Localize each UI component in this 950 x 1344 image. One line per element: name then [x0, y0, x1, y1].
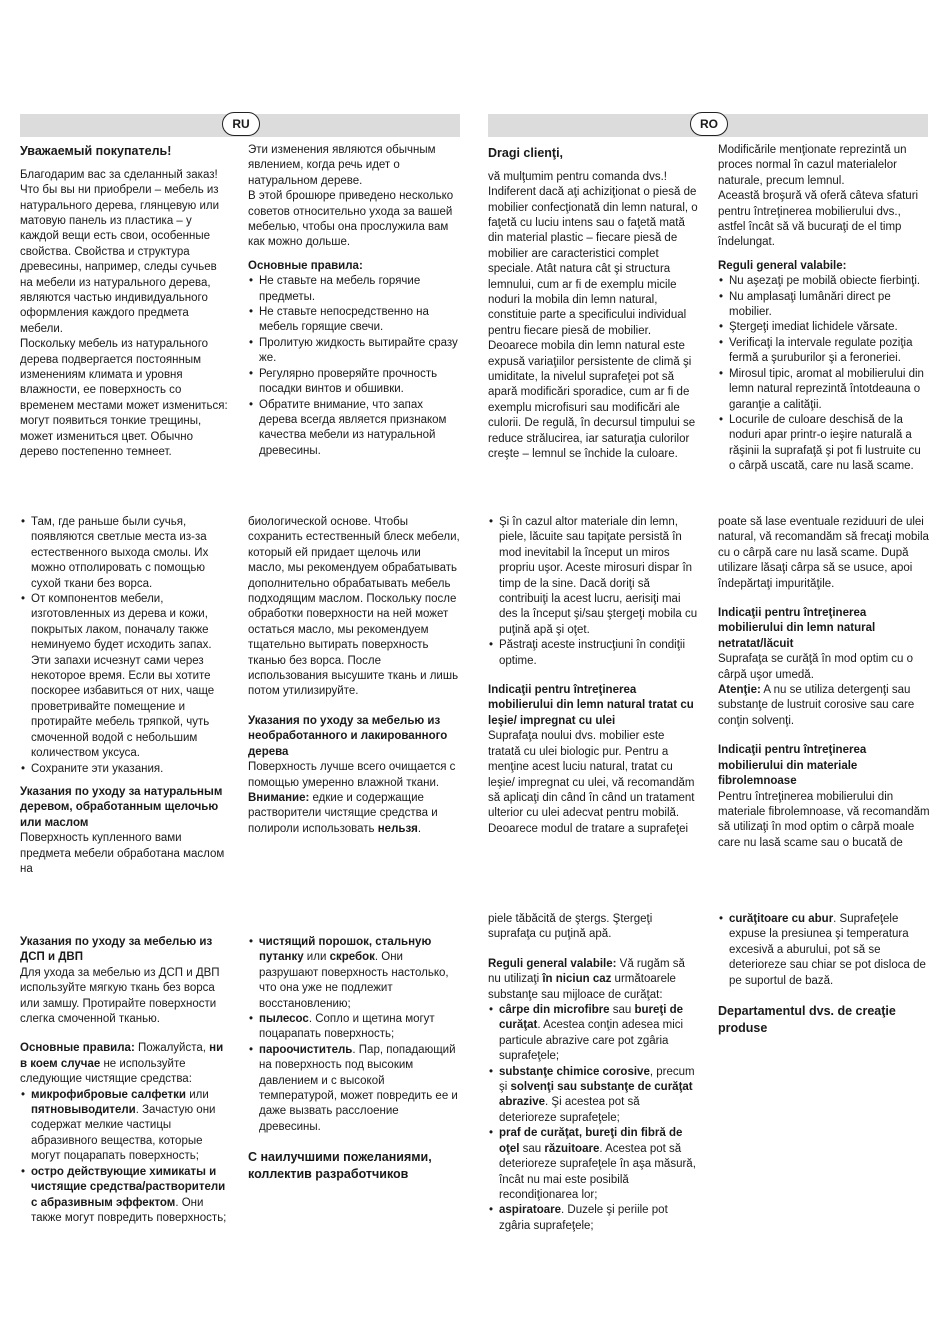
list-item: • aspiratoare. Duzele şi periile pot zgâria suprafeţele;	[499, 1203, 700, 1234]
ro-tips-list	[488, 515, 700, 669]
ro-intro-column	[488, 145, 700, 462]
list-item: • Ştergeţi imediat lichidele vărsate.	[729, 320, 930, 335]
list-item: • остро действующие химикаты и чистящие средства/растворители с абразивным эффектом. Они также могут повредить поверхность;	[31, 1165, 232, 1227]
ru-oiled-wood-continued: биологической основе. Чтобы сохранить естественный блеск мебели, который ей придает щелочь или масло, мы рекомендуем обрабатывать дополнительно обрабатывать мебель подходящим маслом. Поскольку после обработки поверхности на ней может остаться масло, мы рекомендуем тщательно вытирать поверхность тканью без ворса. После использования высушите ткань и лишь потом утилизируйте.	[248, 516, 460, 698]
ru-cleaning-rules-intro: Основные правила: Пожалуйста, ни в коем случае не используйте следующие чистящие средства:	[20, 1042, 224, 1086]
ro-intro-paragraph: vă mulţumim pentru comanda dvs.! Indiferent dacă aţi achiziţionat o piesă de mobilier confecţionată din lemn natural, o faţetă cu luciu intens sau o faţetă mată din material plastic – fiecare piesă de mobilier are caracteristici complet speciale. Atât natura cât şi structura lemnului, cum ar fi de exemplu micile noduri la mobila din lemn natural, constituie parte a specificului individual pentru fiecare piesă de mobilier.	[488, 170, 698, 337]
ro-changes-paragraph: Modificările menţionate reprezintă un proces normal în cazul materialelor naturale, precum lemnul.	[718, 144, 907, 187]
ru-fibreboard-column	[20, 935, 232, 1226]
ro-oiled-wood-heading: Indicaţii pentru întreţinerea mobilierului din lemn natural tratat cu leşie/ impregnat cu ulei	[488, 684, 694, 727]
ro-care-column-1	[488, 515, 700, 837]
ro-cleaning-rules-intro: Reguli general valabile: Vă rugăm să nu utilizaţi în niciun caz următoarele substanţe sau mijloace de curăţat:	[488, 957, 685, 1001]
ru-brochure-paragraph: В этой брошюре приведено несколько советов относительно ухода за вашей мебелью, чтобы она прослужила вам как можно дольше.	[248, 190, 454, 249]
ru-oiled-wood-heading: Указания по уходу за натуральным деревом, обработанным щелочью или маслом	[20, 785, 223, 829]
list-item: • Mirosul tipic, aromat al mobilierului din lemn natural reprezintă întotdeauna o garanţie a calităţii.	[729, 367, 930, 413]
ru-attention-label: Внимание:	[248, 791, 310, 804]
list-item: • Nu aşezaţi pe mobilă obiecte fierbinţi.	[729, 274, 930, 289]
ru-fibreboard-paragraph: Для ухода за мебелью из ДСП и ДВП используйте мягкую ткань без ворса или замшу. Протирайте поверхности слегка смоченной тканью.	[20, 966, 220, 1026]
ru-wood-change-paragraph: Поскольку мебель из натурального дерева подвергается постоянным изменениям климата и уровня влажности, ее поверхность со временем местами может измениться: могут появиться тонкие трещины, может измениться цвет. Обычно дерево постепенно темнеет.	[20, 338, 228, 459]
ru-attention-note: Внимание: едкие и содержащие растворители чистящие средства и полироли использовать нельзя.	[248, 791, 438, 835]
ro-closing-signature: Departamentul dvs. de creaţie produse	[718, 1004, 896, 1035]
list-item: • чистящий порошок, стальную путанку или скребок. Они разрушают поверхность настолько, что она уже не подлежит восстановлению;	[259, 935, 460, 1012]
ro-fibreboard-continued: piele tăbăcită de ştergs. Ştergeţi suprafaţa cu puţină apă.	[488, 913, 653, 941]
ro-rules-list	[718, 274, 930, 474]
ru-oiled-wood-paragraph: Поверхность купленного вами предмета мебели обработана маслом на	[20, 832, 225, 875]
list-item: • Обратите внимание, что запах дерева всегда является признаком качества мебели из натуральной древесины.	[259, 398, 460, 460]
ru-section-band	[20, 114, 460, 137]
list-item: • Nu amplasaţi lumânări direct pe mobilier.	[729, 290, 930, 321]
ru-lacquered-wood-paragraph: Поверхность лучше всего очищается с помощью умеренно влажной ткани.	[248, 761, 456, 789]
ru-language-badge: RU	[222, 112, 260, 136]
list-item: • Там, где раньше были сучья, появляются светлые места из-за естественного выхода смолы. Их можно отполировать с помощью сухой ткани без ворса.	[31, 515, 232, 592]
list-item: • микрофибровые салфетки или пятновыводители. Зачастую они содержат мелкие частицы абразивного вещества, которые могут поцарапать поверхность;	[31, 1088, 232, 1165]
list-item: • cârpe din microfibre sau bureţi de curăţat. Acestea conţin adesea mici particule abrazive care pot zgâria suprafeţele;	[499, 1003, 700, 1065]
list-item: • пароочиститель. Пар, попадающий на поверхность под высоким давлением и с высокой температурой, может повредить ее и даже вызвать расслоение древесины.	[259, 1043, 460, 1135]
ro-cleaning-column-1	[488, 912, 700, 1234]
list-item: • Не ставьте на мебель горячие предметы.	[259, 274, 460, 305]
ru-lacquered-wood-heading: Указания по уходу за мебелью из необработанного и лакированного дерева	[248, 714, 448, 758]
ro-lacquered-wood-heading: Indicaţii pentru întreţinerea mobilierului din lemn natural netratat/lăcuit	[718, 607, 876, 650]
ru-care-column-1	[20, 515, 232, 877]
ru-cleaning-list-continued	[248, 935, 460, 1135]
ru-intro-paragraph: Благодарим вас за сделанный заказ! Что бы вы ни приобрели – мебель из натурального дерева, глянцевую или матовую панель из пластика – у каждой вещи есть свои, особенные свойства. Свойства и структура древесины, например, следы сучьев на мебели из натурального дерева, являются частью индивидуального оформления каждого предмета мебели.	[20, 168, 220, 335]
ro-cleaning-list-continued	[718, 912, 930, 989]
ru-cleaning-list	[20, 1088, 232, 1227]
ru-tips-list	[20, 515, 232, 777]
ro-oiled-wood-continued: poate să lase eventuale reziduuri de ulei natural, vă recomandăm să frecaţi mobila cu o cârpă care nu lasă scame. După utilizare lăsaţi cârpa să se usuce, apoi îndepărtaţi impurităţile.	[718, 516, 929, 590]
ru-care-column-2	[248, 515, 460, 837]
list-item: • Şi în cazul altor materiale din lemn, piele, lăcuite sau tapiţate persistă în mod inevitabil la început un miros propriu uşor. Aceste mirosuri dispar în timp de la sine. Dacă doriţi să contribuiţi la acest lucru, aerisiţi mai des la început şi/sau ştergeţi mobila cu puţină apă şi oţet.	[499, 515, 700, 638]
list-item: • Păstraţi aceste instrucţiuni în condiţii optime.	[499, 638, 700, 669]
ru-intro-column	[20, 143, 232, 460]
list-item: • Locurile de culoare deschisă de la noduri apar printr-o ieşire naturală a răşinii la suprafaţă şi pot fi lustruite cu o cârpă uscată, care nu lasă scame.	[729, 413, 930, 475]
ro-rules-column	[718, 143, 930, 475]
list-item: • пылесос. Сопло и щетина могут поцарапать поверхность;	[259, 1012, 460, 1043]
ro-rules-heading: Reguli general valabile:	[718, 259, 847, 272]
ro-cleaning-column-2	[718, 912, 930, 1037]
list-item: • Регулярно проверяйте прочность посадки винтов и обшивки.	[259, 367, 460, 398]
list-item: • От компонентов мебели, изготовленных из дерева и кожи, покрытых лаком, поначалу также неминуемо будет исходить запах. Эти запахи исчезнут сами через некоторое время. Если вы хотите поскорее избавиться от них, чаще проветривайте помещение и протирайте мебель тряпкой, чуть смоченной водой с небольшим количеством уксуса.	[31, 592, 232, 761]
ro-fibreboard-paragraph: Pentru întreţinerea mobilierului din materiale fibrolemnoase, vă recomandăm să utilizaţi în mod optim o cârpă moale care nu lasă scame sau o bucată de	[718, 790, 930, 849]
ru-rules-heading: Основные правила:	[248, 259, 363, 272]
ru-rules-list	[248, 274, 460, 459]
ru-rules-column	[248, 143, 460, 459]
ru-fibreboard-heading: Указания по уходу за мебелью из ДСП и ДВП	[20, 936, 213, 964]
list-item: • substanţe chimice corosive, precum şi solvenţi sau substanţe de curăţat abrazive. Şi acestea pot să deterioreze suprafeţele;	[499, 1065, 700, 1127]
list-item: • Сохраните эти указания.	[31, 762, 232, 777]
list-item: • curăţitoare cu abur. Suprafeţele expuse la presiunea şi temperatura excesivă a aburului, pot să se deterioreze sau chiar se pot disloca de pe suportul de bază.	[729, 912, 930, 989]
ru-changes-paragraph: Эти изменения являются обычным явлением, когда речь идет о натуральном дереве.	[248, 144, 436, 187]
list-item: • Пролитую жидкость вытирайте сразу же.	[259, 336, 460, 367]
ro-care-column-2	[718, 515, 930, 851]
ro-oiled-wood-paragraph: Suprafaţa noului dvs. mobilier este tratată cu ulei biologic pur. Pentru a menţine acest luciu natural, tratat cu leşie/ impregnat cu ulei, vă recomandăm să aplicaţi din când în când un tratament ulterior cu ulei adecvat pentru mobilă. Deoarece modul de tratare a suprafeţei	[488, 730, 695, 835]
ro-wood-change-paragraph: Deoarece mobila din lemn natural este expusă variaţiilor persistente de climă şi umiditate, la nivelul suprafeţei pot să apară modificări sporadice, cum ar fi de exemplu microfisuri sau modificări ale culorii. De regulă, în decursul timpului se reduce strălucirea, iar saturaţia culorilor creşte – lemnul se închide la culoare.	[488, 340, 696, 461]
ro-cleaning-list	[488, 1003, 700, 1234]
list-item: • praf de curăţat, bureţi din fibră de oţel sau răzuitoare. Acestea pot să deterioreze suprafeţele în aşa măsură, încât nu mai este posibilă recondiţionarea lor;	[499, 1126, 700, 1203]
ro-section-band	[488, 114, 928, 137]
ro-attention-label: Atenţie:	[718, 684, 761, 697]
ro-attention-note: Atenţie: A nu se utiliza detergenţi sau substanţe de lustruit corosive sau care conţin solvenţi.	[718, 684, 915, 727]
ro-language-badge: RO	[690, 112, 728, 136]
ro-brochure-paragraph: Această broşură vă oferă câteva sfaturi pentru întreţinerea mobilierului dvs., astfel încât să vă bucuraţi de el timp îndelungat.	[718, 190, 919, 249]
list-item: • Verificaţi la intervale regulate poziţia fermă a şuruburilor şi a feroneriei.	[729, 336, 930, 367]
ro-greeting-title: Dragi clienţi,	[488, 146, 564, 160]
ru-closing-signature: С наилучшими пожеланиями, коллектив разработчиков	[248, 1150, 432, 1182]
ru-greeting-title: Уважаемый покупатель!	[20, 144, 172, 158]
ru-cleaning-column-2	[248, 935, 460, 1183]
ro-fibreboard-heading: Indicaţii pentru întreţinerea mobilierului din materiale fibrolemnoase	[718, 744, 867, 788]
list-item: • Не ставьте непосредственно на мебель горящие свечи.	[259, 305, 460, 336]
ro-lacquered-wood-paragraph: Suprafaţa se curăţă în mod optim cu o cârpă uşor umedă.	[718, 653, 913, 681]
